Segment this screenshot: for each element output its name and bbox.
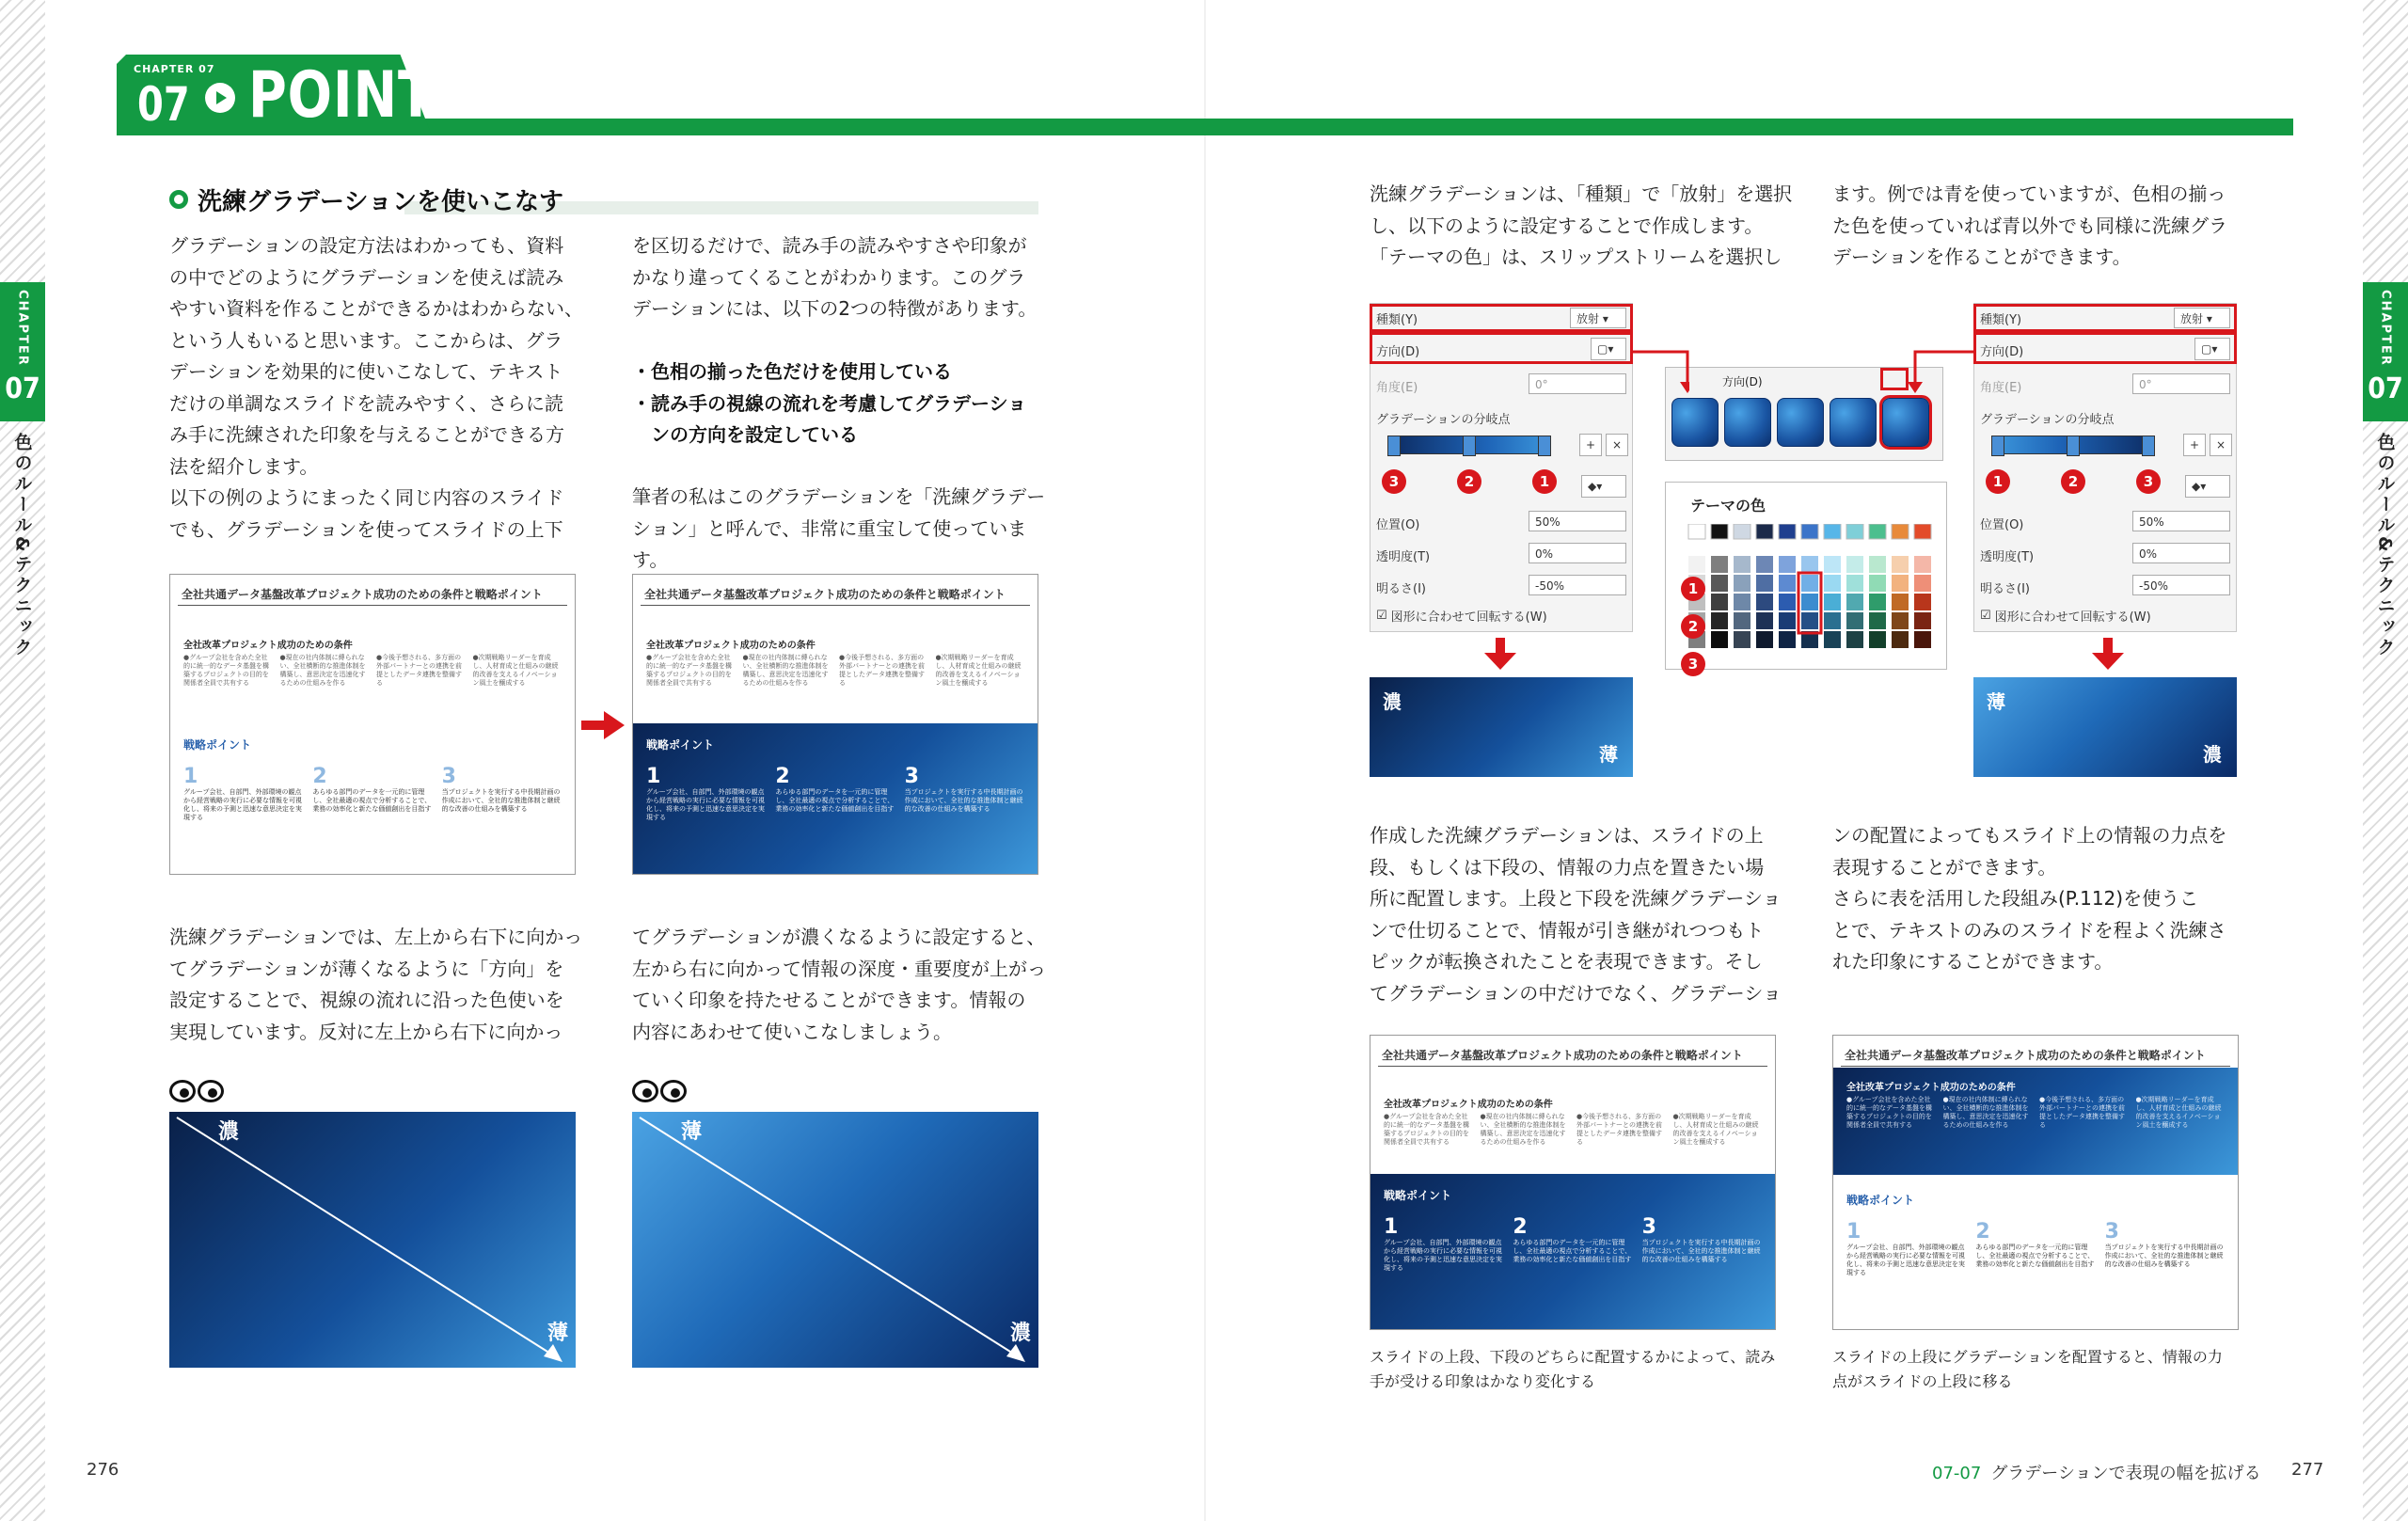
strategy-point <box>1384 1215 1503 1281</box>
chapter-label: CHAPTER <box>15 290 30 367</box>
point-text: グループ会社、自部門、外部環境の観点から経営戦略の実行に必要な情報を可視化し、将来の予測と迅速な意思決定を実現する <box>1384 1239 1502 1272</box>
direction-dropdown[interactable]: ▢▾ <box>2194 338 2230 360</box>
fill-color-button[interactable]: ◆▾ <box>1581 475 1626 498</box>
gradient-label-light: 薄 <box>681 1120 703 1144</box>
right-edge-stripe <box>2363 0 2408 1521</box>
slide-col: ●グループ会社を含めた全社的に統一的なデータ基盤を構築するプロジェクトの目的を関係者全員で共有する <box>183 654 269 687</box>
checkbox-icon[interactable]: ☑ <box>1980 609 1991 623</box>
step-badge: 1 <box>1986 469 2010 494</box>
slide-gradient <box>632 574 1038 875</box>
transparency-label: 透明度(T) <box>1376 550 1431 564</box>
point-text: 当プロジェクトを実行する中長期計画の作成において、全社的な推進体制と継続的な改善の仕組みを構築する <box>441 788 561 813</box>
color-swatch[interactable] <box>1779 556 1796 573</box>
diagonal-arrow-icon <box>632 1112 1038 1368</box>
slide-subtitle: 全社改革プロジェクト成功のための条件 <box>1384 1100 1553 1110</box>
strategy-point <box>905 765 1024 831</box>
remove-stop-icon[interactable]: × <box>1606 434 1628 456</box>
color-swatch[interactable] <box>1914 594 1931 610</box>
color-swatch[interactable] <box>1892 612 1909 629</box>
slide-col: ●現在の社内体制に縛られない、全社横断的な推進体制を構築し、意思決定を迅速化するための仕組みを作る <box>742 654 829 687</box>
arrow-right-icon <box>581 711 625 739</box>
slide-col: ●グループ会社を含めた全社的に統一的なデータ基盤を構築するプロジェクトの目的を関係者全員で共有する <box>1384 1113 1469 1146</box>
fill-color-button[interactable]: ◆▾ <box>2185 475 2230 498</box>
color-swatch[interactable] <box>1711 524 1728 539</box>
chapter-title-text: 色のルール&テクニック <box>2374 433 2396 658</box>
slide-subtitle: 全社改革プロジェクト成功のための条件 <box>183 641 353 651</box>
color-swatch[interactable] <box>1869 575 1886 592</box>
stops-label: グラデーションの分岐点 <box>1980 413 2115 427</box>
brightness-input[interactable] <box>1529 575 1626 595</box>
color-swatch[interactable] <box>1756 612 1773 629</box>
stops-label: グラデーションの分岐点 <box>1376 413 1511 427</box>
strategy-points <box>183 765 562 831</box>
slide-col: ●今後予想される、多方面の外部パートナーとの連携を前提としたデータ連携を整備する <box>2039 1096 2125 1129</box>
color-swatch[interactable] <box>1824 575 1841 592</box>
theme-colors-title: テーマの色 <box>1690 497 1766 515</box>
running-footer <box>1932 1460 2261 1484</box>
type-label: 種類(Y) <box>1980 313 2022 327</box>
point-text: あらゆる部門のデータを一元的に管理し、全社最適の視点で分析することで、業務の効率化と新たな価値創出を目指す <box>312 788 432 813</box>
theme-color-panel <box>1665 482 1947 673</box>
angle-input[interactable] <box>1529 373 1626 394</box>
slide-col: ●現在の社内体制に縛られない、全社横断的な推進体制を構築し、意思決定を迅速化するための仕組みを作る <box>1942 1096 2029 1129</box>
color-swatch[interactable] <box>1914 524 1931 539</box>
slide-rule <box>641 605 1030 606</box>
color-swatch[interactable] <box>1892 556 1909 573</box>
strategy-point <box>1846 1220 1966 1286</box>
theme-color-grid[interactable] <box>1679 524 1933 665</box>
color-swatch[interactable] <box>1914 612 1931 629</box>
gradient-label-light: 薄 <box>1987 690 2005 713</box>
result-gradient-right <box>1973 677 2237 777</box>
color-swatch[interactable] <box>1869 631 1886 648</box>
type-label: 種類(Y) <box>1376 313 1418 327</box>
color-swatch[interactable] <box>1869 612 1886 629</box>
point-number: 1 <box>646 765 661 788</box>
add-stop-icon[interactable]: + <box>1579 434 1602 456</box>
direction-label: 方向(D) <box>1376 345 1420 359</box>
chapter-tab-right <box>2363 282 2408 421</box>
strategy-label: 戦略ポイント <box>183 738 252 752</box>
color-swatch[interactable] <box>1846 524 1863 539</box>
point-number: 1 <box>1846 1220 1861 1244</box>
strategy-point <box>1975 1220 2095 1286</box>
color-swatch[interactable] <box>1734 631 1751 648</box>
direction-dropdown[interactable]: ▢▾ <box>1591 338 1626 360</box>
position-label: 位置(O) <box>1980 518 2024 532</box>
color-swatch[interactable] <box>1801 594 1818 610</box>
point-number: 3 <box>1641 1215 1656 1239</box>
diagonal-arrow-icon <box>169 1112 576 1368</box>
color-swatch[interactable] <box>1869 594 1886 610</box>
angle-label: 角度(E) <box>1980 381 2022 395</box>
slide-plain <box>169 574 576 875</box>
chapter-title-right <box>2363 433 2408 658</box>
connector-arrow-icon <box>1633 348 1689 395</box>
slide-col: ●今後予想される、多方面の外部パートナーとの連携を前提としたデータ連携を整備する <box>1576 1113 1662 1146</box>
color-swatch[interactable] <box>1869 556 1886 573</box>
slide-columns <box>183 654 562 699</box>
body-paragraph-6: 洗練グラデーションは、「種類」で「放射」を選択 し、以下のように設定することで作成します。 「テーマの色」は、スリップストリームを選択し <box>1370 182 1793 268</box>
step-badge: 3 <box>1382 469 1406 494</box>
strategy-label: 戦略ポイント <box>1384 1189 1452 1202</box>
point-text: 当プロジェクトを実行する中長期計画の作成において、全社的な推進体制と継続的な改善の仕組みを構築する <box>904 788 1023 813</box>
slide-title: 全社共通データ基盤改革プロジェクト成功のための条件と戦略ポイント <box>182 588 543 601</box>
transparency-value: 0% <box>1535 547 1554 561</box>
slide-lower-gradient <box>1370 1174 1775 1329</box>
color-swatch[interactable] <box>1914 631 1931 648</box>
play-icon <box>205 83 235 113</box>
circle-bullet-icon <box>169 190 188 209</box>
color-swatch[interactable] <box>1756 594 1773 610</box>
strategy-point <box>183 765 303 831</box>
gradient-label-dark: 濃 <box>2203 743 2222 766</box>
color-swatch[interactable] <box>1711 556 1728 573</box>
eyes-icon <box>632 1080 689 1104</box>
color-swatch[interactable] <box>1756 556 1773 573</box>
point-number: 1 <box>1384 1215 1399 1239</box>
point-number: 3 <box>2104 1220 2119 1244</box>
gradient-stop[interactable] <box>1991 436 2004 456</box>
color-swatch[interactable] <box>1869 524 1886 539</box>
color-swatch[interactable] <box>1801 524 1818 539</box>
strategy-point <box>1642 1215 1762 1281</box>
header-chapter-number: 07 <box>137 77 190 132</box>
position-value: 50% <box>2139 515 2164 529</box>
color-swatch[interactable] <box>1824 556 1841 573</box>
checkbox-icon[interactable]: ☑ <box>1376 609 1387 623</box>
slide-lower <box>1833 1179 2238 1329</box>
point-text: グループ会社、自部門、外部環境の観点から経営戦略の実行に必要な情報を可視化し、将来の予測と迅速な意思決定を実現する <box>646 788 765 821</box>
color-swatch[interactable] <box>1801 612 1818 629</box>
feature-bullet-list <box>632 356 1046 452</box>
gradient-dark-to-light <box>169 1112 576 1368</box>
color-swatch[interactable] <box>1779 631 1796 648</box>
bullet-item <box>632 356 1046 388</box>
header-chapter-label: CHAPTER 07 <box>134 63 215 75</box>
angle-label: 角度(E) <box>1376 381 1418 395</box>
color-swatch[interactable] <box>1892 631 1909 648</box>
color-swatch[interactable] <box>1892 594 1909 610</box>
chapter-number: 07 <box>2368 372 2403 405</box>
color-swatch[interactable] <box>1688 524 1705 539</box>
slide-col: ●次期戦略リーダーを育成し、人材育成と仕組みの継続的改善を支えるイノベーション風土を醸成する <box>472 654 559 687</box>
body-paragraph-3: 筆者の私はこのグラデーションを「洗練グラデー ション」と呼んで、非常に重宝して使っています。 <box>632 485 1046 571</box>
strategy-point <box>312 765 432 831</box>
slide-upper-emphasis <box>1832 1035 2239 1330</box>
direction-tile[interactable] <box>1777 398 1824 447</box>
strategy-points <box>1846 1220 2225 1286</box>
gradient-label-light: 薄 <box>547 1322 569 1345</box>
point-number: 1 <box>183 765 198 788</box>
add-stop-icon[interactable]: + <box>2183 434 2206 456</box>
slide-lower-gradient <box>633 723 1038 874</box>
color-swatch[interactable] <box>1756 524 1773 539</box>
color-swatch[interactable] <box>1734 556 1751 573</box>
color-swatch[interactable] <box>1892 524 1909 539</box>
color-swatch[interactable] <box>1779 594 1796 610</box>
direction-popup-label: 方向(D) <box>1722 375 1763 388</box>
gradient-stop[interactable] <box>1463 436 1476 456</box>
direction-label: 方向(D) <box>1980 345 2024 359</box>
slide-rule <box>1378 1066 1767 1067</box>
angle-input[interactable] <box>2132 373 2230 394</box>
remove-stop-icon[interactable]: × <box>2210 434 2232 456</box>
color-swatch[interactable] <box>1734 524 1751 539</box>
color-swatch[interactable] <box>1801 575 1818 592</box>
slide-col: ●グループ会社を含めた全社的に統一的なデータ基盤を構築するプロジェクトの目的を関係者全員で共有する <box>646 654 732 687</box>
point-text: あらゆる部門のデータを一元的に管理し、全社最適の視点で分析することで、業務の効率化と新たな価値創出を目指す <box>775 788 895 813</box>
rotate-label: 図形に合わせて回転する(W) <box>1390 610 1547 625</box>
bullet-text: 読み手の視線の流れを考慮してグラデーショ ンの方向を設定している <box>651 391 1027 446</box>
transparency-value: 0% <box>2139 547 2158 561</box>
point-number: 2 <box>1513 1215 1528 1239</box>
color-swatch[interactable] <box>1711 612 1728 629</box>
color-swatch[interactable] <box>1846 612 1863 629</box>
strategy-label: 戦略ポイント <box>1846 1194 1915 1207</box>
header-point-title: POINT <box>248 58 435 133</box>
step-badge: 1 <box>1532 469 1557 494</box>
point-text: あらゆる部門のデータを一元的に管理し、全社最適の視点で分析することで、業務の効率化と新たな価値創出を目指す <box>1975 1244 2095 1268</box>
strategy-point <box>442 765 562 831</box>
gradient-light-to-dark <box>632 1112 1038 1368</box>
slide-rule <box>1841 1066 2230 1067</box>
brightness-label: 明るさ(I) <box>1376 582 1426 596</box>
color-swatch[interactable] <box>1801 556 1818 573</box>
transparency-label: 透明度(T) <box>1980 550 2035 564</box>
direction-tile[interactable] <box>1671 398 1719 447</box>
color-swatch[interactable] <box>1711 631 1728 648</box>
point-text: グループ会社、自部門、外部環境の観点から経営戦略の実行に必要な情報を可視化し、将来の予測と迅速な意思決定を実現する <box>1846 1244 1965 1276</box>
direction-tile-selected[interactable] <box>1882 398 1929 447</box>
bullet-mark: ・ <box>632 391 651 415</box>
gradient-settings-pane-right <box>1973 303 2237 632</box>
type-select[interactable]: 放射 ▾ <box>2174 308 2230 328</box>
slide-title: 全社共通データ基盤改革プロジェクト成功のための条件と戦略ポイント <box>1845 1049 2206 1062</box>
position-value: 50% <box>1535 515 1560 529</box>
slide-col: ●今後予想される、多方面の外部パートナーとの連携を前提としたデータ連携を整備する <box>839 654 925 687</box>
gradient-label-dark: 濃 <box>218 1120 240 1144</box>
left-edge-stripe <box>0 0 45 1521</box>
color-swatch[interactable] <box>1914 556 1931 573</box>
header-rule <box>117 119 2293 135</box>
point-text: グループ会社、自部門、外部環境の観点から経営戦略の実行に必要な情報を可視化し、将来の予測と迅速な意思決定を実現する <box>183 788 302 821</box>
chapter-label: CHAPTER <box>2378 290 2393 367</box>
slide-columns <box>646 654 1024 699</box>
color-swatch[interactable] <box>1846 631 1863 648</box>
chapter-title-left <box>0 433 45 658</box>
body-paragraph-5: てグラデーションが濃くなるように設定すると、 左から右に向かって情報の深度・重要度が上がっ ていく印象を持たせることができます。情報の 内容にあわせて使いこなしましょう。 <box>632 926 1046 1043</box>
body-paragraph-7: ます。例では青を使っていますが、色相の揃っ た色を使っていれば青以外でも同様に洗練グラ デーションを作ることができます。 <box>1832 182 2227 268</box>
slide-columns <box>1384 1113 1762 1158</box>
color-swatch[interactable] <box>1688 556 1705 573</box>
color-swatch[interactable] <box>1779 612 1796 629</box>
caption-right: スライドの上段にグラデーションを配置すると、情報の力 点がスライドの上段に移る <box>1832 1348 2223 1390</box>
connector-arrow-icon <box>1891 348 1975 395</box>
color-swatch[interactable] <box>1734 612 1751 629</box>
brightness-value: -50% <box>1535 579 1565 593</box>
body-paragraph-9: ンの配置によってもスライド上の情報の力点を 表現することができます。 さらに表を活用した段組み(P.112)を使うこ とで、テキストのみのスライドを程よく洗練さ れた印象にすることができます。 <box>1832 824 2227 973</box>
chapter-title-text: 色のルール&テクニック <box>11 433 33 658</box>
color-swatch[interactable] <box>1824 594 1841 610</box>
strategy-point <box>1513 1215 1632 1281</box>
step-badge: 1 <box>1681 577 1705 601</box>
caption-left: スライドの上段、下段のどちらに配置するかによって、読み 手が受ける印象はかなり変化する <box>1370 1348 1776 1390</box>
page-number-left: 276 <box>87 1460 119 1480</box>
arrow-down-icon <box>2092 638 2124 670</box>
point-text: 当プロジェクトを実行する中長期計画の作成において、全社的な推進体制と継続的な改善の仕組みを構築する <box>2104 1244 2224 1268</box>
body-paragraph-8: 作成した洗練グラデーションは、スライドの上 段、もしくは下段の、情報の力点を置きたい場 所に配置します。上段と下段を洗練グラデーショ ンで仕切ることで、情報が引き継がれつつもト ピックが転換されたことを表現できます。そし てグラデーションの中だけでなく、グラデーショ <box>1370 824 1782 1005</box>
color-swatch[interactable] <box>1756 631 1773 648</box>
transparency-input[interactable] <box>1529 543 1626 563</box>
point-text: あらゆる部門のデータを一元的に管理し、全社最適の視点で分析することで、業務の効率化と新たな価値創出を目指す <box>1513 1239 1632 1263</box>
slide-subtitle: 全社改革プロジェクト成功のための条件 <box>646 641 816 651</box>
arrow-down-icon <box>1484 638 1516 670</box>
color-swatch[interactable] <box>1892 575 1909 592</box>
color-swatch[interactable] <box>1824 631 1841 648</box>
strategy-point <box>2105 1220 2225 1286</box>
slide-col: ●次期戦略リーダーを育成し、人材育成と仕組みの継続的改善を支えるイノベーション風土を醸成する <box>1672 1113 1759 1146</box>
rotate-label: 図形に合わせて回転する(W) <box>1994 610 2151 625</box>
eyes-icon <box>169 1080 226 1104</box>
body-paragraph-4: 洗練グラデーションでは、左上から右下に向かっ てグラデーションが薄くなるように「方向」を 設定することで、視線の流れに沿った色使いを 実現しています。反対に左上から右下に向かっ <box>169 926 583 1043</box>
step-badge: 3 <box>2136 469 2161 494</box>
color-swatch[interactable] <box>1756 575 1773 592</box>
direction-tiles <box>1671 398 1929 447</box>
body-paragraph-1: グラデーションの設定方法はわかっても、資料 の中でどのようにグラデーションを使えば読み やすい資料を作ることができるかはわからない、 という人もいると思います。ここからは、グラ デーションを効果的に使いこなして、テキスト だけの単調なスライドを読みやすく、さらに読 み手に洗練された印象を与えることができる方 法を紹介します。 以下の例のようにまったく同じ内容のスライド でも、グラデーションを使ってスライドの上下 <box>169 234 583 541</box>
color-swatch[interactable] <box>1824 612 1841 629</box>
color-swatch[interactable] <box>1779 524 1796 539</box>
gradient-stop[interactable] <box>1538 436 1551 456</box>
slide-subtitle: 全社改革プロジェクト成功のための条件 <box>1846 1083 2016 1093</box>
point-number: 2 <box>312 765 327 788</box>
color-swatch[interactable] <box>1734 594 1751 610</box>
strategy-point <box>775 765 895 831</box>
slide-col: ●次期戦略リーダーを育成し、人材育成と仕組みの継続的改善を支えるイノベーション風土を醸成する <box>2135 1096 2222 1129</box>
chapter-tab-left <box>0 282 45 421</box>
bullet-item <box>632 388 1046 452</box>
slide-upper-gradient <box>1833 1068 2238 1175</box>
point-number: 3 <box>441 765 456 788</box>
angle-value: 0° <box>2139 378 2152 391</box>
bullet-text: 色相の揃った色だけを使用している <box>651 360 952 383</box>
footer-section-code: 07-07 <box>1932 1464 1982 1483</box>
color-swatch[interactable] <box>1846 556 1863 573</box>
position-input[interactable] <box>1529 511 1626 531</box>
color-swatch[interactable] <box>1824 524 1841 539</box>
gradient-stop[interactable] <box>2142 436 2155 456</box>
footer-section-title: グラデーションで表現の幅を拡げる <box>1990 1464 2261 1483</box>
slide-col: ●グループ会社を含めた全社的に統一的なデータ基盤を構築するプロジェクトの目的を関係者全員で共有する <box>1846 1096 1932 1129</box>
slide-title: 全社共通データ基盤改革プロジェクト成功のための条件と戦略ポイント <box>1382 1049 1743 1062</box>
section-title-text: 洗練グラデーションを使いこなす <box>198 187 563 216</box>
slide-col: ●現在の社内体制に縛られない、全社横断的な推進体制を構築し、意思決定を迅速化するための仕組みを作る <box>1480 1113 1566 1146</box>
gradient-stop[interactable] <box>1387 436 1401 456</box>
brightness-label: 明るさ(I) <box>1980 582 2030 596</box>
gradient-label-light: 薄 <box>1599 743 1618 766</box>
color-swatch[interactable] <box>1846 575 1863 592</box>
color-swatch[interactable] <box>1846 594 1863 610</box>
type-value: 放射 <box>2180 312 2204 325</box>
slide-col: ●次期戦略リーダーを育成し、人材育成と仕組みの継続的改善を支えるイノベーション風土を醸成する <box>935 654 1022 687</box>
strategy-label: 戦略ポイント <box>646 738 715 752</box>
brightness-input[interactable] <box>2132 575 2230 595</box>
strategy-points <box>1384 1215 1762 1281</box>
gradient-label-dark: 濃 <box>1383 690 1402 713</box>
color-swatch[interactable] <box>1711 575 1728 592</box>
color-swatch[interactable] <box>1914 575 1931 592</box>
page-number-right: 277 <box>2291 1460 2324 1480</box>
slide-col: ●現在の社内体制に縛られない、全社横断的な推進体制を構築し、意思決定を迅速化するための仕組みを作る <box>279 654 366 687</box>
slide-rule <box>178 605 567 606</box>
body-paragraph-2: を区切るだけで、読み手の読みやすさや印象が かなり違ってくることがわかります。このグラ デーションには、以下の2つの特徴があります。 <box>632 234 1038 320</box>
strategy-point <box>646 765 766 831</box>
color-swatch[interactable] <box>1779 575 1796 592</box>
slide-col: ●今後予想される、多方面の外部パートナーとの連携を前提としたデータ連携を整備する <box>376 654 462 687</box>
bullet-mark: ・ <box>632 360 651 383</box>
position-input[interactable] <box>2132 511 2230 531</box>
gradient-label-dark: 濃 <box>1010 1322 1032 1345</box>
slide-columns <box>1846 1096 2225 1141</box>
gradient-settings-pane-left <box>1370 303 1633 632</box>
step-badge: 2 <box>1457 469 1481 494</box>
slide-lower-emphasis <box>1370 1035 1776 1330</box>
angle-value: 0° <box>1535 378 1548 391</box>
color-swatch[interactable] <box>1734 575 1751 592</box>
page-gutter <box>1204 0 1206 1521</box>
point-number: 2 <box>775 765 790 788</box>
point-number: 2 <box>1975 1220 1990 1244</box>
chapter-number: 07 <box>5 372 40 405</box>
color-swatch[interactable] <box>1711 594 1728 610</box>
step-badge: 3 <box>1681 652 1705 676</box>
section-title <box>169 183 1038 215</box>
slide-title: 全社共通データ基盤改革プロジェクト成功のための条件と戦略ポイント <box>644 588 1006 601</box>
gradient-stop[interactable] <box>2067 436 2080 456</box>
direction-tile[interactable] <box>1830 398 1877 447</box>
direction-tile[interactable] <box>1724 398 1771 447</box>
point-number: 3 <box>904 765 919 788</box>
point-text: 当プロジェクトを実行する中長期計画の作成において、全社的な推進体制と継続的な改善の仕組みを構築する <box>1641 1239 1761 1263</box>
transparency-input[interactable] <box>2132 543 2230 563</box>
step-badge: 2 <box>1681 614 1705 639</box>
type-value: 放射 <box>1576 312 1600 325</box>
brightness-value: -50% <box>2139 579 2169 593</box>
type-select[interactable]: 放射 ▾ <box>1570 308 1626 328</box>
position-label: 位置(O) <box>1376 518 1420 532</box>
slide-lower <box>170 723 575 874</box>
strategy-points <box>646 765 1024 831</box>
result-gradient-left <box>1370 677 1633 777</box>
step-badge: 2 <box>2061 469 2085 494</box>
